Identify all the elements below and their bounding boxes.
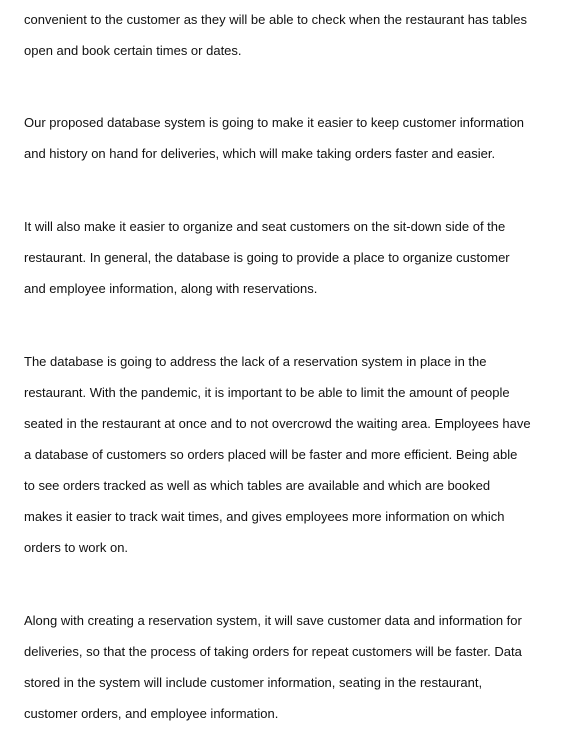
paragraph-3 <box>24 211 564 304</box>
paragraph-5 <box>24 605 564 729</box>
text-line: Along with creating a reservation system, it will save customer data and information for <box>24 613 522 628</box>
text-line: customer orders, and employee information. <box>24 706 279 721</box>
text-line: Our proposed database system is going to make it easier to keep customer information <box>24 115 525 130</box>
text-line: restaurant. With the pandemic, it is important to be able to limit the amount of people <box>24 385 510 400</box>
text-line: It will also make it easier to organize and seat customers on the sit-down side of the <box>24 219 506 234</box>
text-line: and history on hand for deliveries, which will make taking orders faster and easier. <box>24 146 496 161</box>
text-line: The database is going to address the lack of a reservation system in place in the <box>24 354 487 369</box>
text-line: and employee information, along with reservations. <box>24 281 318 296</box>
paragraph-1 <box>24 4 564 66</box>
text-line: to see orders tracked as well as which tables are available and which are booked <box>24 478 491 493</box>
text-line: seated in the restaurant at once and to not overcrowd the waiting area. Employees have <box>24 416 531 431</box>
text-line: orders to work on. <box>24 540 129 555</box>
text-line: open and book certain times or dates. <box>24 43 242 58</box>
text-line: convenient to the customer as they will be able to check when the restaurant has tables <box>24 12 527 27</box>
text-line: deliveries, so that the process of taking orders for repeat customers will be faster. Data <box>24 644 522 659</box>
text-line: makes it easier to track wait times, and gives employees more information on which <box>24 509 505 524</box>
paragraph-2 <box>24 107 564 169</box>
text-line: restaurant. In general, the database is going to provide a place to organize customer <box>24 250 510 265</box>
paragraph-4 <box>24 346 564 563</box>
text-line: a database of customers so orders placed will be faster and more efficient. Being able <box>24 447 518 462</box>
text-line: stored in the system will include customer information, seating in the restaurant, <box>24 675 483 690</box>
